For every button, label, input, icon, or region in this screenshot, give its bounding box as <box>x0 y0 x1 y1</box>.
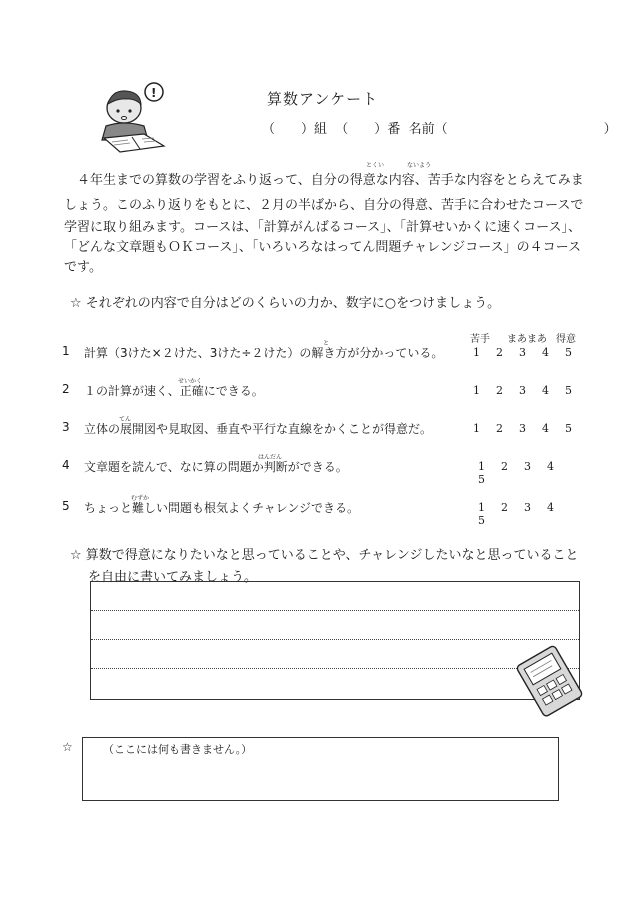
scale-label-mid: まあまあ <box>507 334 547 345</box>
ruby-q1: と <box>323 340 330 347</box>
rating-option-4[interactable]: 4 <box>542 384 549 397</box>
ruby-tokui: とくい <box>366 162 385 169</box>
question-row <box>62 458 582 486</box>
ruby-q5: むずか <box>131 495 150 502</box>
rating-options <box>465 384 580 397</box>
rating-option-3[interactable]: 3 <box>519 422 526 435</box>
intro-line-3: 学習に取り組みます。コースは、「計算がんばるコース」、「計算せいかくに速くコース」、 <box>64 220 582 235</box>
intro-paragraph <box>64 168 584 278</box>
star-marker: ☆ <box>62 740 73 754</box>
writing-guide-line <box>91 668 579 669</box>
question-text: 文章題を読んで、なに算の問題か判断ができる。 <box>84 460 348 474</box>
rating-option-4[interactable]: 4 <box>547 501 554 514</box>
question-number: 2 <box>62 382 70 396</box>
intro-line-1: ４年生までの算数の学習をふり返って、自分の得意な内容、苦手な内容をとらえてみま <box>77 173 584 188</box>
question-number: 4 <box>62 458 70 472</box>
page-title: 算数アンケート <box>267 90 379 108</box>
number-label: 番 <box>387 122 401 137</box>
number-field[interactable]: （ ） <box>335 122 388 137</box>
ruby-q2: せいかく <box>178 378 203 385</box>
rating-option-1[interactable]: 1 <box>473 384 480 397</box>
svg-text:!: ! <box>151 86 157 100</box>
intro-line-2: しょう。このふり返りをもとに、２月の半ばから、自分の得意、苦手に合わせたコースで <box>64 198 584 213</box>
rating-option-2[interactable]: 2 <box>501 460 508 473</box>
rating-instruction: ☆ それぞれの内容で自分はどのくらいの力か、数字に○をつけましょう。 <box>70 296 501 311</box>
question-number: 5 <box>62 499 70 513</box>
student-studying-illustration <box>98 82 170 158</box>
question-number: 3 <box>62 420 70 434</box>
rating-option-2[interactable]: 2 <box>501 501 508 514</box>
writing-guide-line <box>91 610 579 611</box>
rating-option-3[interactable]: 3 <box>519 346 526 359</box>
class-label: 組 <box>314 122 328 137</box>
rating-option-5[interactable]: 5 <box>565 422 572 435</box>
question-text: １の計算が速く、正確にできる。 <box>84 384 264 398</box>
ruby-naiyou: ないよう <box>407 162 432 169</box>
question-row <box>62 344 582 364</box>
rating-option-1[interactable]: 1 <box>473 346 480 359</box>
prompt-line-1: ☆ 算数で得意になりたいなと思っていることや、チャレンジしたいなと思っていること <box>70 548 579 563</box>
rating-option-3[interactable]: 3 <box>524 460 531 473</box>
ruby-q4: はんだん <box>258 454 283 461</box>
prompt-line-2: を自由に書いてみましょう。 <box>88 570 258 585</box>
ruby-q3: てん <box>119 416 132 423</box>
rating-options <box>465 346 580 359</box>
rating-option-3[interactable]: 3 <box>524 501 531 514</box>
question-row <box>62 420 582 440</box>
rating-option-5[interactable]: 5 <box>565 346 572 359</box>
rating-option-1[interactable]: 1 <box>478 501 485 514</box>
rating-option-5[interactable]: 5 <box>565 384 572 397</box>
rating-option-1[interactable]: 1 <box>478 460 485 473</box>
free-writing-box[interactable] <box>90 581 580 700</box>
rating-option-2[interactable]: 2 <box>496 384 503 397</box>
intro-line-5: です。 <box>64 260 102 275</box>
rating-options <box>465 422 580 435</box>
rating-option-5[interactable]: 5 <box>478 514 485 527</box>
question-text: 計算（3けた×２けた、3けた÷２けた）の解き方が分かっている。 <box>84 346 444 360</box>
writing-guide-line <box>91 639 579 640</box>
question-text: ちょっと難しい問題も根気よくチャレンジできる。 <box>84 501 360 515</box>
rating-option-4[interactable]: 4 <box>547 460 554 473</box>
class-field[interactable]: （ ） <box>262 122 315 137</box>
question-text: 立体の展開図や見取図、垂直や平行な直線をかくことが得意だ。 <box>84 422 433 436</box>
rating-option-2[interactable]: 2 <box>496 422 503 435</box>
scale-label-high: 得意 <box>556 334 576 345</box>
rating-options <box>470 460 582 486</box>
rating-option-1[interactable]: 1 <box>473 422 480 435</box>
student-info-line <box>262 118 617 137</box>
scale-label-low: 苦手 <box>470 334 490 345</box>
rating-option-4[interactable]: 4 <box>542 346 549 359</box>
question-row <box>62 499 582 527</box>
calculator-illustration <box>510 644 590 720</box>
rating-option-2[interactable]: 2 <box>496 346 503 359</box>
name-label: 名前 <box>408 122 435 137</box>
name-field[interactable]: （ ） <box>434 122 617 137</box>
question-number: 1 <box>62 344 70 358</box>
rating-option-4[interactable]: 4 <box>542 422 549 435</box>
reserved-box <box>82 737 559 801</box>
question-row <box>62 382 582 402</box>
rating-option-5[interactable]: 5 <box>478 473 485 486</box>
rating-options <box>470 501 582 527</box>
intro-line-4: 「どんな文章題もＯＫコース」、「いろいろなはってん問題チャレンジコース」の４コース <box>64 240 582 255</box>
rating-option-3[interactable]: 3 <box>519 384 526 397</box>
reserved-note: （ここには何も書きません。） <box>103 743 253 756</box>
